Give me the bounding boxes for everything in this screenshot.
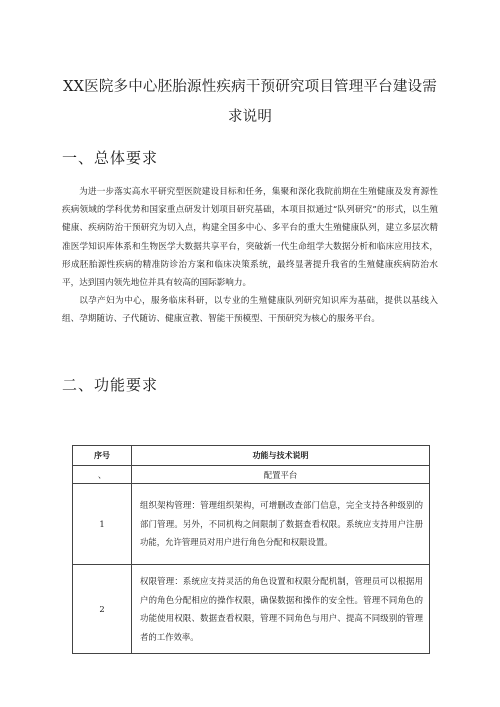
row-description: 组织架构管理：管理组织架构，可增删改查部门信息，完全支持各种级别的部门管理。另外，不同机构之间限制了数据查看权限。系统应支持用户注册功能，允许管理员对用户进行角色分配和权限设置。 bbox=[132, 484, 430, 565]
paragraph-overview: 为进一步落实高水平研究型医院建设目标和任务，集聚和深化我院前期在生殖健康及发育源性疾病领域的学科优势和国家重点研发计划项目研究基础，本项目拟通过“队列研究”的形式，以生殖健康、疾病防治干预研究为切入点，构建全国多中心、多平台的重大生殖健康队列，建立多层次精准医学知识库体系和生物医学大数据共享平台，突破新一代生命组学大数据分析和临床应用技术，形成胚胎源性疾病的精准防诊治方案和临床决策系统，最终显著提升我省的生殖健康疾病防治水平，达到国内领先地位并具有较高的国际影响力。 bbox=[62, 187, 438, 289]
table-header-row bbox=[73, 446, 430, 466]
header-description: 功能与技术说明 bbox=[132, 446, 430, 466]
table-subheader-row bbox=[73, 466, 430, 484]
title-line-2: 求说明 bbox=[227, 109, 273, 125]
section-heading-functions: 二、功能要求 bbox=[62, 376, 159, 394]
subheader-seq: 、 bbox=[73, 466, 132, 484]
section-heading-general: 一、总体要求 bbox=[62, 149, 159, 167]
document-title bbox=[62, 72, 438, 132]
header-seq: 序号 bbox=[73, 446, 132, 466]
table-row bbox=[73, 484, 430, 565]
row-number: 1 bbox=[73, 484, 132, 565]
table-row bbox=[73, 565, 430, 654]
title-line-1: XX医院多中心胚胎源性疾病干预研究项目管理平台建设需 bbox=[63, 79, 437, 95]
subheader-platform: 配置平台 bbox=[132, 466, 430, 484]
row-description: 权限管理：系统应支持灵活的角色设置和权限分配机制，管理员可以根据用户的角色分配相应的操作权限，确保数据和操作的安全性。管理不同角色的功能使用权限、数据查看权限，管理不同角色与用户、提高不同级别的管理者的工作效率。 bbox=[132, 565, 430, 654]
function-table bbox=[72, 445, 430, 654]
row-number: 2 bbox=[73, 565, 132, 654]
paragraph-service: 以孕产妇为中心，服务临床科研，以专业的生殖健康队列研究知识库为基础，提供以基线入组、孕期随访、子代随访、健康宣教、智能干预模型、干预研究为核心的服务平台。 bbox=[62, 296, 438, 325]
